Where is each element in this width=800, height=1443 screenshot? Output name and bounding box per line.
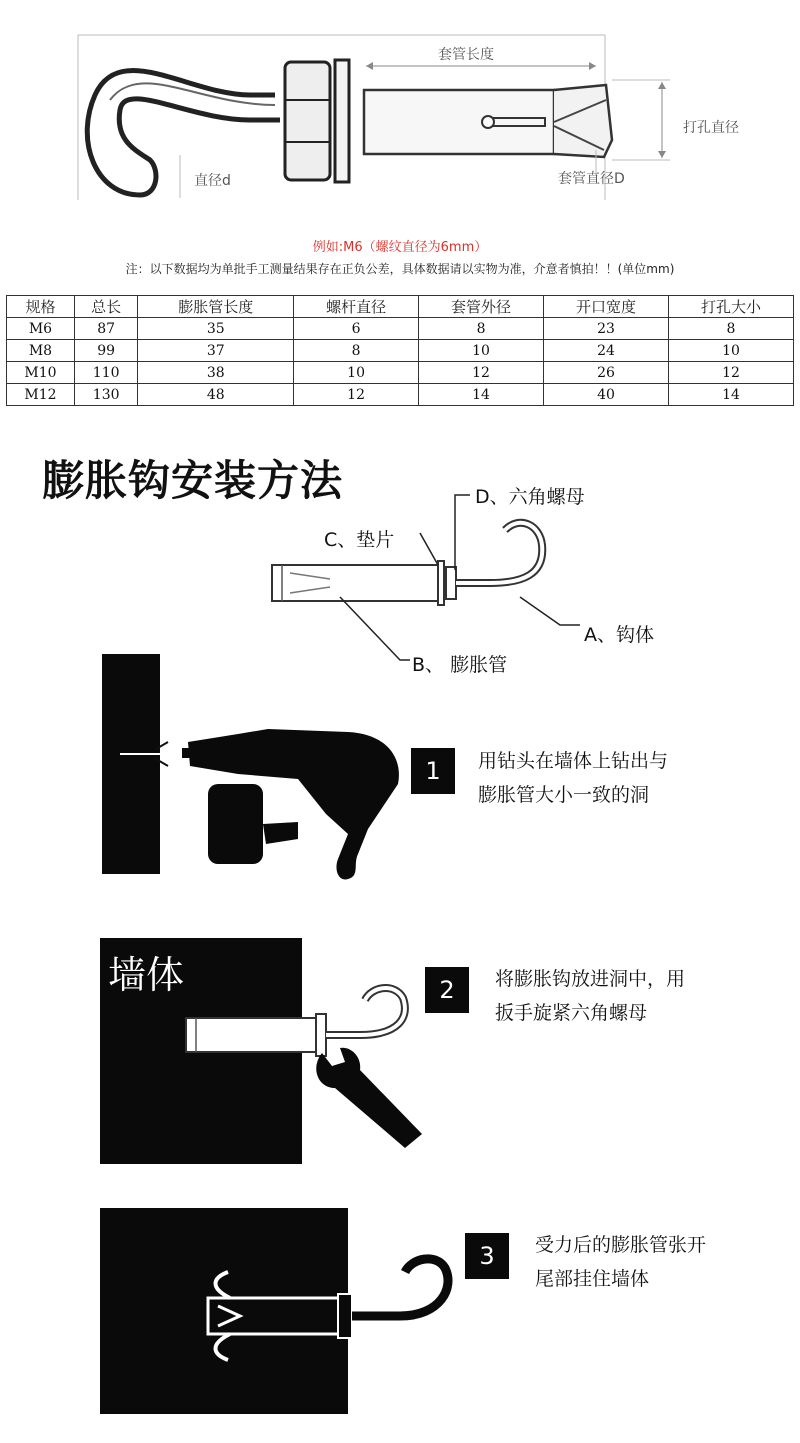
- table-cell: 23: [544, 318, 669, 340]
- step3-line2: 尾部挂住墙体: [535, 1268, 650, 1290]
- step3-expanded-illustration: [100, 1208, 460, 1418]
- table-row: [7, 318, 794, 340]
- header-cell: 打孔大小: [669, 296, 794, 318]
- table-cell: 8: [419, 318, 544, 340]
- hole-diameter-label: 打孔直径: [683, 120, 739, 136]
- table-cell: 110: [74, 362, 138, 384]
- table-cell: 26: [544, 362, 669, 384]
- step3-line1: 受力后的膨胀管张开: [535, 1234, 707, 1256]
- table-cell: 12: [294, 384, 419, 406]
- sleeve-length-label: 套管长度: [438, 47, 494, 63]
- step1-line2: 膨胀管大小一致的洞: [478, 784, 650, 806]
- table-cell: 87: [74, 318, 138, 340]
- table-cell: 8: [669, 318, 794, 340]
- install-title: 膨胀钩安装方法: [42, 456, 344, 505]
- header-cell: 开口宽度: [544, 296, 669, 318]
- table-cell: 6: [294, 318, 419, 340]
- part-label-washer: C、垫片: [324, 529, 395, 551]
- hook-bolt-drawing: [0, 0, 800, 230]
- spec-table: [6, 295, 794, 406]
- table-cell: 10: [669, 340, 794, 362]
- table-cell: 35: [138, 318, 294, 340]
- step-number-2: 2: [425, 967, 469, 1013]
- table-cell: 37: [138, 340, 294, 362]
- header-cell: 套管外径: [419, 296, 544, 318]
- table-cell: M8: [7, 340, 75, 362]
- table-cell: 99: [74, 340, 138, 362]
- table-row: [7, 384, 794, 406]
- part-label-hook: A、钩体: [584, 624, 654, 646]
- step1-line1: 用钻头在墙体上钻出与: [478, 750, 669, 772]
- diameter-d-label: 直径d: [194, 173, 231, 189]
- example-text: 例如:M6（螺纹直径为6mm）: [312, 240, 488, 255]
- table-cell: 14: [419, 384, 544, 406]
- table-cell: 12: [669, 362, 794, 384]
- step2-line2: 扳手旋紧六角螺母: [495, 1002, 648, 1024]
- table-cell: 24: [544, 340, 669, 362]
- note-text: 注：以下数据均为单批手工测量结果存在正负公差，具体数据请以实物为准，介意者慎拍！！(单位mm): [125, 262, 675, 276]
- table-row: [7, 362, 794, 384]
- wall-label: 墙体: [108, 953, 185, 997]
- step2-description: [495, 962, 685, 1030]
- step-number-1: 1: [411, 748, 455, 794]
- table-cell: 10: [419, 340, 544, 362]
- table-cell: 40: [544, 384, 669, 406]
- table-cell: 14: [669, 384, 794, 406]
- hook-dimension-diagram: [0, 0, 800, 230]
- table-cell: M12: [7, 384, 75, 406]
- table-header-row: [7, 296, 794, 318]
- step1-drill-illustration: [98, 654, 438, 904]
- table-row: [7, 340, 794, 362]
- part-label-nut: D、六角螺母: [475, 486, 585, 508]
- header-cell: 螺杆直径: [294, 296, 419, 318]
- table-cell: 130: [74, 384, 138, 406]
- sleeve-diameter-label: 套管直径D: [558, 171, 625, 187]
- header-cell: 膨胀管长度: [138, 296, 294, 318]
- header-cell: 总长: [74, 296, 138, 318]
- step3-description: [535, 1228, 706, 1296]
- header-cell: 规格: [7, 296, 75, 318]
- table-cell: M6: [7, 318, 75, 340]
- table-cell: 8: [294, 340, 419, 362]
- table-cell: 12: [419, 362, 544, 384]
- step1-description: [478, 744, 668, 812]
- table-cell: 48: [138, 384, 294, 406]
- table-cell: 38: [138, 362, 294, 384]
- table-cell: M10: [7, 362, 75, 384]
- step2-line1: 将膨胀钩放进洞中，用: [495, 968, 686, 990]
- table-cell: 10: [294, 362, 419, 384]
- step-number-3: 3: [465, 1233, 509, 1279]
- part-label-sleeve: B、 膨胀管: [412, 654, 508, 676]
